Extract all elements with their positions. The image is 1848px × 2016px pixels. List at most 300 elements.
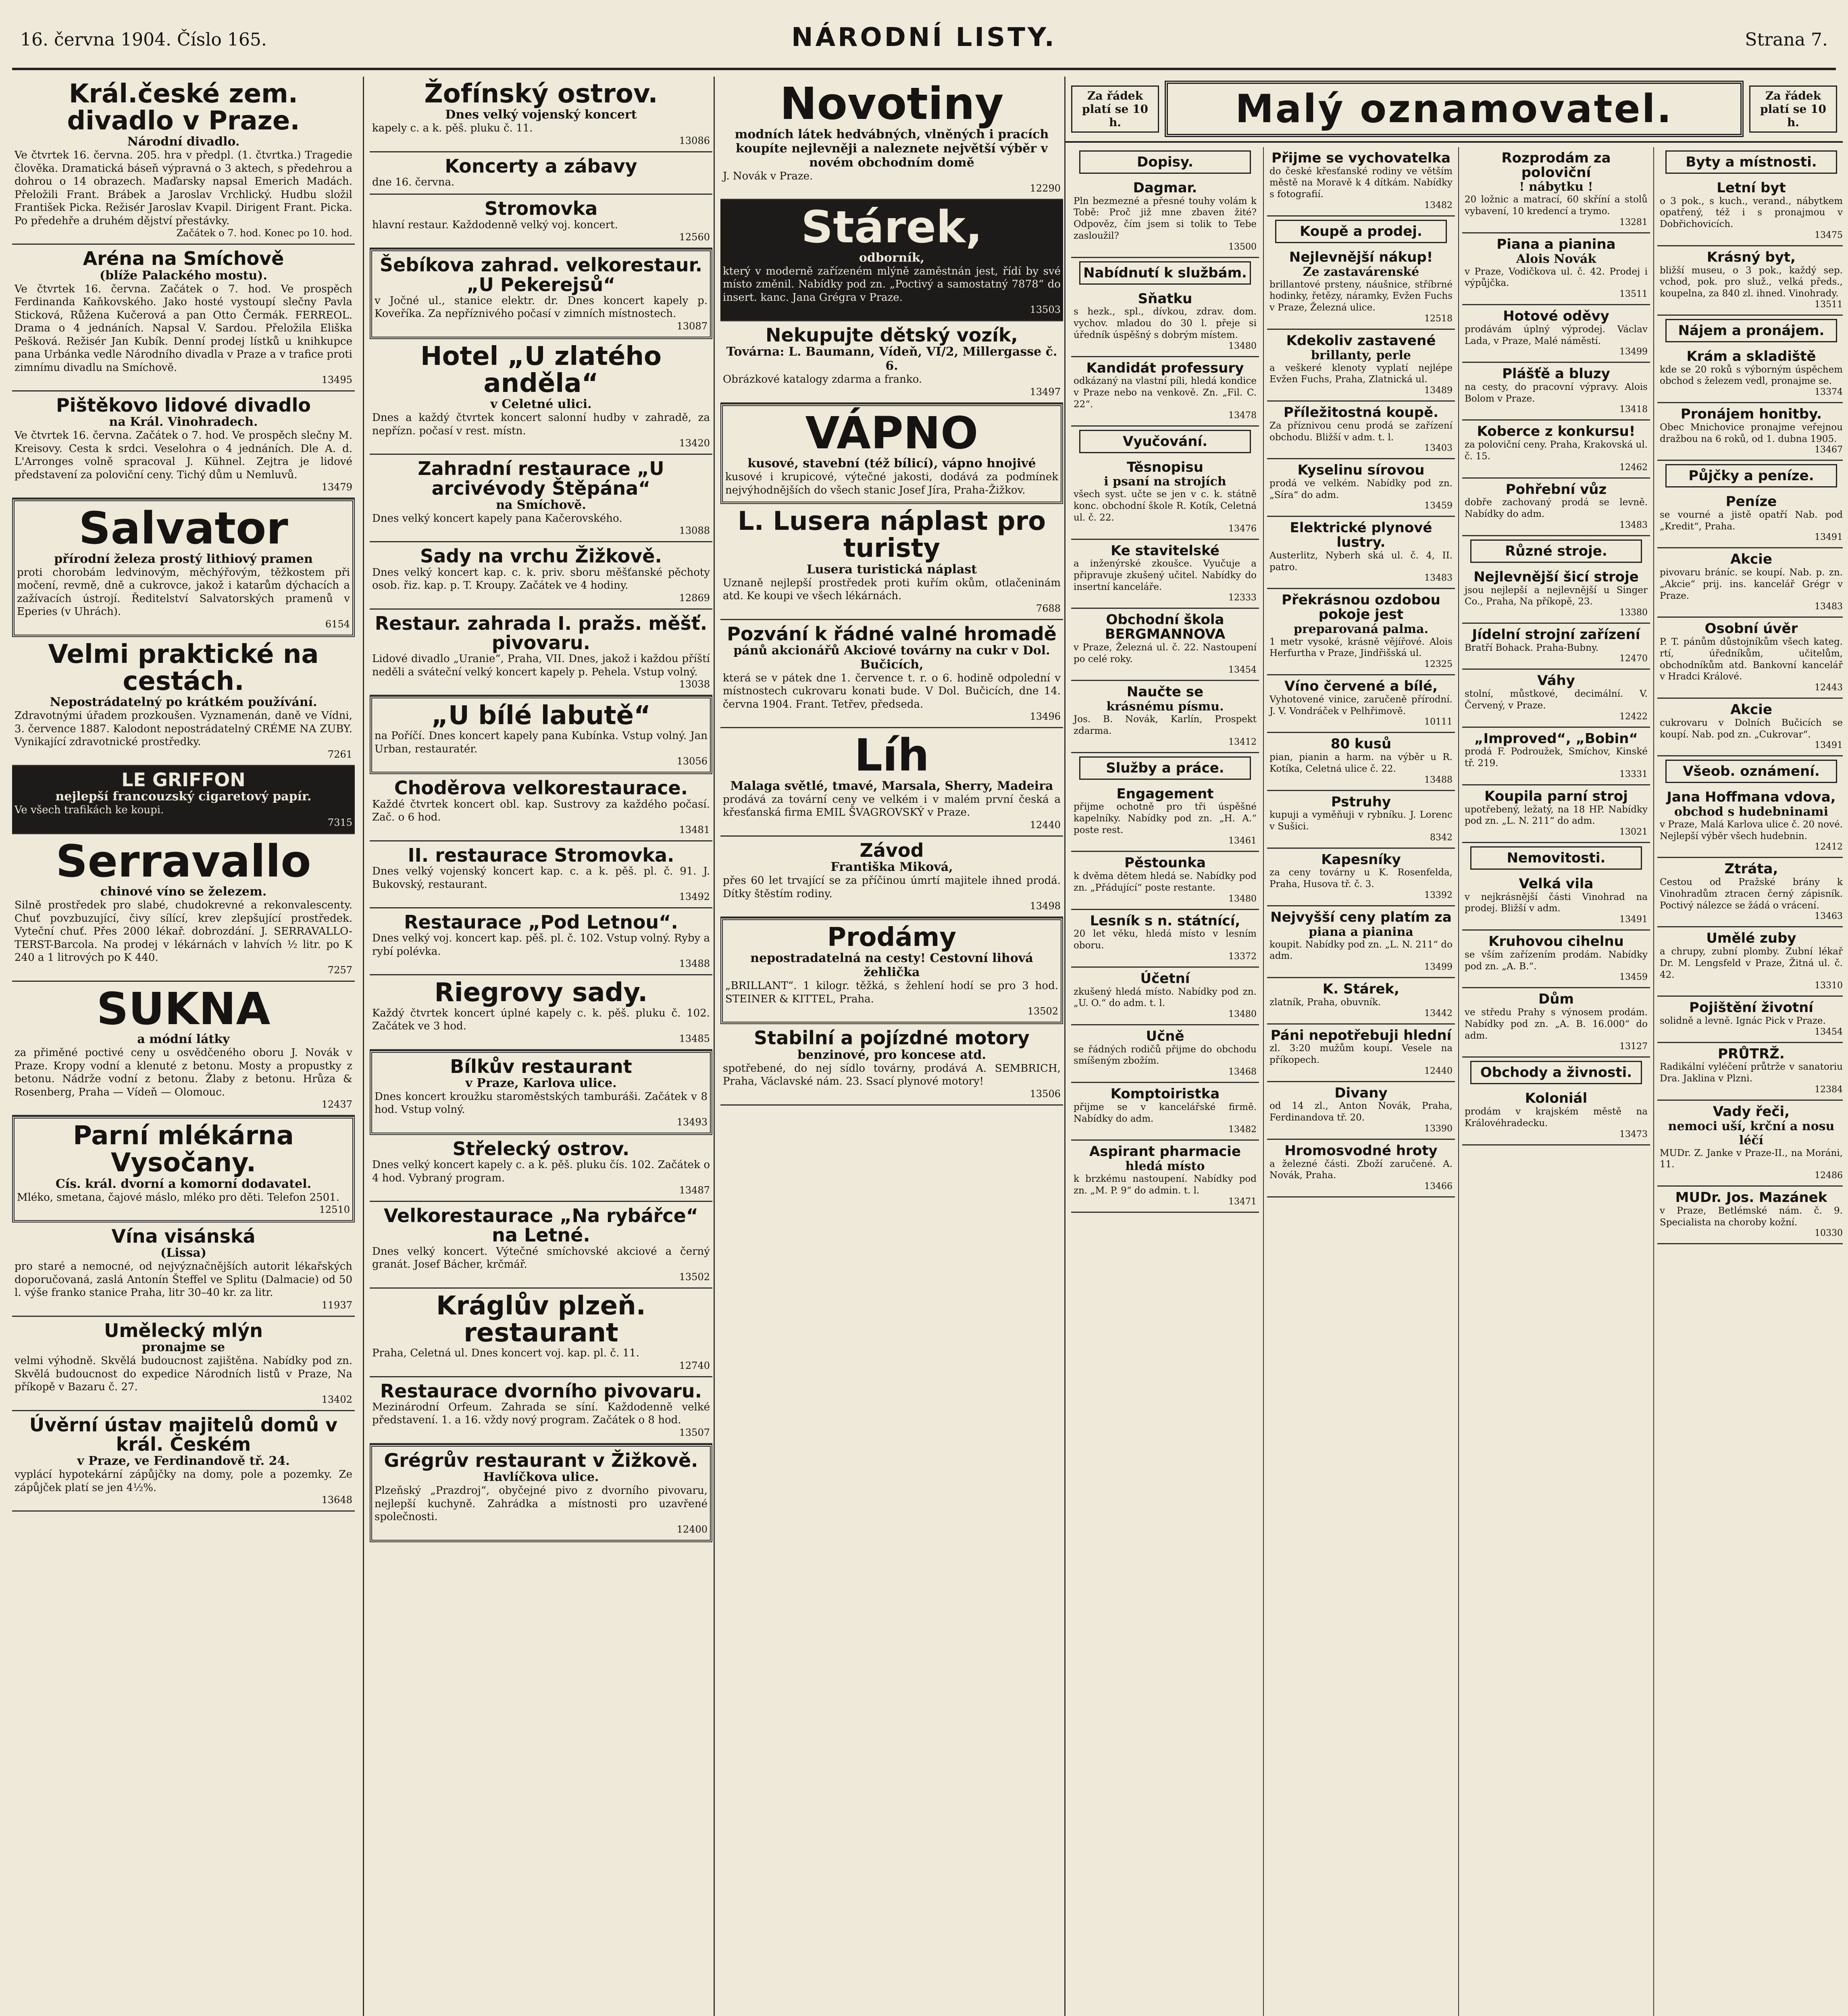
ad-title: Naučte se xyxy=(1126,684,1204,700)
advertisement xyxy=(12,834,355,982)
ad-number: 13496 xyxy=(1030,711,1061,723)
ad-title: Velkorestaurace „Na rybářce“ na Letné. xyxy=(383,1205,699,1246)
ad-title: Nejlevnější nákup! xyxy=(1289,249,1433,265)
ad-body: Dnes velký voj. koncert kap. pěš. pl. č. 102. Vstup volný. Ryby a rybí polévka. xyxy=(372,932,710,958)
ad-body: Jos. B. Novák, Karlín, Prospekt zdarma. xyxy=(1074,714,1257,736)
ad-body: Dnes velký koncert. Výtečné smíchovské akciové a černý granát. Josef Bácher, krčmář. xyxy=(372,1245,710,1271)
ad-number: 12412 xyxy=(1815,842,1843,852)
ad-subtitle: i psaní na strojích xyxy=(1104,475,1226,489)
ad-body: odkázaný na vlastní píli, hledá kondice v Praze nebo na venkově. Zn. „Fil. C. 22“. xyxy=(1074,376,1257,410)
advertisement xyxy=(370,1050,712,1135)
ad-body: který v moderně zařízeném mlýně zaměstnán jest, řídí by své místo změnil. Nabídky pod zn. „Poctivý a samostatný 7878“ do insert. kanc. Jana Grégra v Praze. xyxy=(723,265,1061,304)
ad-number: 13056 xyxy=(676,756,708,767)
ad-number: 12462 xyxy=(1619,462,1648,473)
advertisement xyxy=(1267,459,1455,517)
advertisement xyxy=(1267,791,1455,849)
ad-number: 13480 xyxy=(1228,1009,1257,1019)
ad-title: Aréna na Smíchově xyxy=(83,248,284,270)
ad-number: 13479 xyxy=(321,481,352,493)
ad-number: 13021 xyxy=(1619,827,1648,837)
ad-subtitle: Malaga světlé, tmavé, Marsala, Sherry, Madeira xyxy=(730,779,1053,793)
advertisement xyxy=(1657,618,1843,699)
ad-body: hlavní restaur. Každodenně velký voj. koncert. xyxy=(372,219,618,231)
small-ads-banner xyxy=(1066,77,1843,143)
advertisement xyxy=(12,982,355,1116)
ad-body: a železné části. Zboží zaručené. A. Novák, Praha. xyxy=(1269,1158,1453,1181)
ad-title: Koberce z konkursu! xyxy=(1477,423,1636,440)
ad-number: 7257 xyxy=(327,964,352,976)
ad-subtitle: Nepostrádatelný po krátkém používání. xyxy=(50,695,317,710)
advertisement xyxy=(370,339,712,455)
ad-number: 13511 xyxy=(1815,299,1843,310)
ad-number: 12510 xyxy=(319,1204,350,1216)
ad-body: Dnes velký koncert kapely c. a k. pěš. pluku čís. 102. Začátek o 4 hod. Vybraný program. xyxy=(372,1159,710,1184)
ad-body: jsou nejlepší a nejlevnější u Singer Co., Praha, Na příkopě, 23. xyxy=(1465,585,1648,607)
advertisement xyxy=(1462,785,1650,843)
ad-body: Praha, Celetná ul. Dnes koncert voj. kap. pl. č. 11. xyxy=(372,1347,639,1360)
ad-number: 12333 xyxy=(1228,593,1257,603)
column-4 xyxy=(1064,77,1843,2016)
advertisement xyxy=(1462,624,1650,670)
ad-subtitle: modních látek hedvábných, vlněných i pracích koupíte nejlevněji a naleznete největší výběr v novém obchodním domě xyxy=(735,127,1049,170)
ad-number: 13487 xyxy=(679,1185,710,1196)
ad-subtitle: Havlíčkova ulice. xyxy=(483,1470,599,1485)
ad-body: která se v pátek dne 1. července t. r. o 6. hodině odpolední v místnostech cukrovaru konati bude. V Dol. Bučicích, dne 14. června 1904. Frant. Tetřev, předseda. xyxy=(723,672,1061,710)
ad-body: prodá F. Podroužek, Smíchov, Kinské tř. 219. xyxy=(1465,746,1648,769)
ad-body: J. Novák v Praze. xyxy=(723,170,813,182)
ad-number: 12518 xyxy=(1424,313,1453,324)
issue-date: 16. června 1904. Číslo 165. xyxy=(20,29,267,50)
advertisement xyxy=(1071,910,1259,968)
ad-title: Hromosvodné hroty xyxy=(1284,1142,1438,1159)
advertisement xyxy=(1267,849,1455,906)
advertisement xyxy=(370,152,712,195)
ad-body: cukrovaru v Dolních Bučicích se koupí. Nab. pod zn. „Cukrovar“. xyxy=(1660,717,1843,740)
ad-number: 13492 xyxy=(679,891,710,903)
ad-title: Stromovka xyxy=(484,198,598,220)
ad-number: 13491 xyxy=(1815,740,1843,751)
advertisement xyxy=(12,766,355,834)
advertisement xyxy=(1462,147,1650,233)
ad-body: vyplácí hypotekární zápůjčky na domy, pole a pozemky. Ze zápůjček platí se jen 4½%. xyxy=(15,1468,352,1494)
advertisement xyxy=(1267,330,1455,402)
ad-subtitle: nemoci uší, krční a nosu léčí xyxy=(1668,1119,1835,1148)
ad-title: Bílkův restaurant xyxy=(450,1055,632,1077)
ad-title: Peníze xyxy=(1725,494,1777,510)
ad-number: 13491 xyxy=(1815,532,1843,543)
ad-body: Silně prostředek pro slabé, chudokrevné a rekonvalescenty. Chuť povzbuzující, čivy sílící, krev zlepšující prostředek. Vyteční chuť. Přes 2000 lékař. dobrozdání. J. SERRAVALLO-TERST-Barcola. Na prodej v lékárnách v lahvích ½ litr. po K 240 a 1 litrových po K 440. xyxy=(15,899,352,964)
ad-title: Ztráta, xyxy=(1724,861,1778,877)
ad-body: Za příznivou cenu prodá se zařízení obchodu. Bližší v adm. t. l. xyxy=(1269,420,1453,443)
advertisement xyxy=(1657,403,1843,461)
ad-number: 12486 xyxy=(1815,1170,1843,1181)
ad-body: přijme se v kancelářské firmě. Nabídky do adm. xyxy=(1074,1102,1257,1124)
ad-number: 13402 xyxy=(321,1393,352,1405)
ad-body: ve středu Prahy s výnosem prodám. Nabídky pod zn. „A. B. 16.000“ do adm. xyxy=(1465,1007,1648,1041)
ad-number: 7261 xyxy=(327,748,352,760)
ad-number: 13511 xyxy=(1619,289,1648,300)
small-ads-subcol-2 xyxy=(1263,147,1455,2016)
ad-title: Piana a pianina xyxy=(1496,236,1616,252)
ad-body: zkušený hledá místo. Nabídky pod zn. „U. O.“ do adm. t. l. xyxy=(1074,986,1257,1009)
ad-title: L. Lusera náplast pro turisty xyxy=(737,506,1046,564)
ad-subtitle: na Král. Vinohradech. xyxy=(109,415,258,429)
ad-subtitle: v Celetné ulici. xyxy=(490,397,592,412)
ad-body: s hezk., spl., dívkou, zdrav. dom. vychov. mladou do 30 l. přeje si úředník úspěšný s dobrým místem. xyxy=(1074,306,1257,340)
advertisement xyxy=(1657,491,1843,548)
advertisement xyxy=(1657,858,1843,927)
ad-title: Váhy xyxy=(1537,673,1575,689)
ad-title: Dům xyxy=(1538,991,1574,1008)
ad-body: Dnes velký koncert kap. c. k. priv. sboru měšťanské pěchoty osob. řiz. kap. p. T. Kroupy. Začátek ve 4 hodiny. xyxy=(372,566,710,592)
ad-number: 13086 xyxy=(679,135,710,146)
ad-number: 13466 xyxy=(1424,1181,1453,1192)
ad-title: Kyselinu sírovou xyxy=(1297,462,1425,479)
advertisement xyxy=(1462,479,1650,536)
advertisement xyxy=(1462,1087,1650,1145)
advertisement xyxy=(1462,233,1650,305)
ad-subtitle: Národní divadlo. xyxy=(127,135,240,149)
advertisement xyxy=(1462,566,1650,624)
ad-title: Učně xyxy=(1146,1028,1184,1044)
ad-title: Letní byt xyxy=(1717,180,1786,196)
advertisement xyxy=(370,249,712,339)
advertisement xyxy=(370,1444,712,1542)
ad-body: Cestou od Pražské brány k Vinohradům ztracen černý zápisník. Poctivý nálezce se žádá o vrácení. xyxy=(1660,877,1843,911)
ad-subtitle: Továrna: L. Baumann, Vídeň, VI/2, Millergasse č. 6. xyxy=(726,345,1057,373)
ad-number: 12422 xyxy=(1619,711,1648,722)
advertisement xyxy=(720,321,1063,404)
ad-body: Dnes velký vojenský koncert kap. c. a k. pěš. pl. č. 91. J. Bukovský, restaurant. xyxy=(372,865,710,891)
advertisement xyxy=(1657,1101,1843,1187)
ad-body: prodávám úplný výprodej. Václav Lada, v Praze, Malé náměstí. xyxy=(1465,324,1648,346)
ad-number: 12740 xyxy=(679,1360,710,1371)
ad-number: 13499 xyxy=(1619,347,1648,357)
ad-body: Ve všech trafikách ke koupi. xyxy=(15,804,164,816)
ad-number: 12400 xyxy=(676,1523,708,1535)
ad-title: Restaurace dvorního pivovaru. xyxy=(380,1380,702,1402)
advertisement xyxy=(1267,1140,1455,1198)
column-1 xyxy=(12,77,355,2016)
small-ads-section xyxy=(1066,77,1843,143)
advertisement xyxy=(720,918,1063,1024)
ad-number: 13418 xyxy=(1619,404,1648,415)
ad-title: Nejvyšší ceny platím za xyxy=(1270,909,1452,925)
advertisement xyxy=(370,195,712,249)
advertisement xyxy=(1462,931,1650,988)
ad-title: Obchodní škola BERGMANNOVA xyxy=(1105,612,1226,643)
ad-number: 13648 xyxy=(321,1494,352,1506)
advertisement xyxy=(1657,1043,1843,1101)
ad-number: 13491 xyxy=(1619,914,1648,925)
ad-number: 13461 xyxy=(1228,836,1257,846)
ad-number: 12443 xyxy=(1815,683,1843,693)
ad-body: stolní, můstkové, decimální. V. Červený, v Praze. xyxy=(1465,689,1648,711)
ad-title: Krám a skladiště xyxy=(1686,348,1816,364)
ad-number: 13372 xyxy=(1228,951,1257,962)
advertisement xyxy=(370,696,712,774)
ad-body: proti chorobám ledvinovým, měchýřovým, těžkostem při močení, revmě, dně a cukrovce, jakož i katarům dýchacích a zažívacích ústrojí. Ředitelství Salvatorských pramenů v Eperies (v Uhrách). xyxy=(17,566,350,618)
ad-number: 13483 xyxy=(1815,602,1843,612)
advertisement xyxy=(1071,177,1259,258)
small-ads-subcol-4 xyxy=(1653,147,1843,2016)
ad-subtitle: odborník, xyxy=(859,250,925,265)
section-heading: Všeob. oznámení. xyxy=(1665,760,1837,783)
ad-number: 13087 xyxy=(676,320,708,332)
ad-body: Plzeňský „Prazdroj“, obyčejné pivo z dvorního pivovaru, nejlepší kuchyně. Zahrádka a místnosti pro uzavřené společnosti. xyxy=(375,1485,708,1523)
ad-number: 12440 xyxy=(1030,819,1061,831)
ad-body: Každý čtvrtek koncert úplné kapely c. k. pěš. pluku č. 102. Začátek ve 3 hod. xyxy=(372,1007,710,1032)
advertisement xyxy=(1657,548,1843,618)
ad-number: 13403 xyxy=(1424,443,1453,454)
ad-subtitle: Lusera turistická náplast xyxy=(806,562,977,577)
section-heading: Byty a místnosti. xyxy=(1665,150,1837,174)
ad-number: 13331 xyxy=(1619,769,1648,779)
ad-number: 13482 xyxy=(1424,200,1453,210)
advertisement xyxy=(720,404,1063,504)
ad-body: kapely c. a k. pěš. pluku č. 11. xyxy=(372,122,533,135)
ad-body: do české křesťanské rodiny ve větším městě na Moravě k 4 dítkám. Nabídky s fotografií. xyxy=(1269,166,1453,200)
ad-number: 13467 xyxy=(1815,445,1843,455)
ad-title: Sňatku xyxy=(1138,290,1192,307)
section-heading: Služby a práce. xyxy=(1079,756,1251,780)
advertisement xyxy=(1267,906,1455,978)
ad-body: se řádných rodičů přijme do obchodu smíšeným zbožím. xyxy=(1074,1044,1257,1066)
advertisement xyxy=(1267,517,1455,589)
ad-body: Každé čtvrtek koncert obl. kap. Sustrovy za každého počasí. Zač. o 6 hod. xyxy=(372,798,710,824)
ad-body: Lidové divadlo „Uranie“, Praha, VII. Dnes, jakož i každou příští neděli a sváteční velký koncert kapely p. Pehela. Vstup volný. xyxy=(372,653,710,678)
ad-number: 13412 xyxy=(1228,737,1257,747)
ad-title: Restaur. zahrada I. pražs. měšť. pivovaru. xyxy=(375,612,708,654)
advertisement xyxy=(1462,670,1650,727)
ad-title: Salvator xyxy=(79,502,288,554)
ad-title: Riegrovy sady. xyxy=(434,978,648,1008)
ad-number: 11937 xyxy=(321,1299,352,1311)
ad-body: v Praze, Vodičkova ul. č. 42. Prodej i výpůjčka. xyxy=(1465,266,1648,289)
ad-number: 13392 xyxy=(1424,890,1453,900)
ad-title: Pronájem honitby. xyxy=(1680,406,1822,423)
section-heading: Nájem a pronájem. xyxy=(1665,319,1837,342)
ad-title: Serravallo xyxy=(56,835,311,887)
ad-number: 13374 xyxy=(1815,387,1843,398)
ad-number: 13478 xyxy=(1228,410,1257,421)
advertisement xyxy=(12,77,355,245)
ad-number: 13507 xyxy=(679,1427,710,1438)
ad-title: K. Stárek, xyxy=(1322,981,1400,998)
advertisement xyxy=(1267,1025,1455,1082)
ad-body: Ve čtvrtek 16. června. Začátek o 7. hod. Ve prospěch Ferdinanda Kaňkovského. Jako hosté vystoupí slečny Pavla Sticková, Růžena Kučerová a pan Otto Čermák. FERREOL. Drama o 4 jednáních. Napsal V. Sardou. Přeložila Eliška Pešková. Režisér Jan Kubík. Denní prodej lístků u knihkupce pana Urbánka vedle Národního divadla v Praze a v trafice proti zimnímu divadlu na Smíchově. xyxy=(15,283,352,374)
advertisement xyxy=(370,1202,712,1289)
advertisement xyxy=(12,1223,355,1317)
ad-title: Kdekoliv zastavené xyxy=(1286,332,1436,349)
ad-title: Pištěkovo lidové divadlo xyxy=(56,394,311,417)
ad-body: Pln bezmezné a přesné touhy volám k Tobě: Proč již mne zbaven žité? Odpověz, čím jsem si tolik to Tebe zasloužil? xyxy=(1074,196,1257,241)
price-note-right: Za řádek platí se 10 h. xyxy=(1749,85,1837,133)
ad-body: Uznaně nejlepší prostředek proti kuřím okům, otlačeninám atd. Ke koupi ve všech lékárnách. xyxy=(723,577,1061,602)
advertisement xyxy=(12,1411,355,1512)
ad-title: Hotové oděvy xyxy=(1503,308,1609,325)
ad-title: Osobní úvěr xyxy=(1704,621,1798,637)
ad-number: 13442 xyxy=(1424,1008,1453,1018)
ad-body: se vourné a jistě opatří Nab. pod „Kredit“, Praha. xyxy=(1660,509,1843,532)
ad-body: prodává za tovární ceny ve velkém i v malém první česká a křesťanská firma EMIL ŠVAGROVSKÝ v Praze. xyxy=(723,793,1061,819)
ad-subtitle: krásnému písmu. xyxy=(1106,700,1224,714)
ad-number: 12325 xyxy=(1424,659,1453,670)
ad-title: Nejlevnější šicí stroje xyxy=(1473,569,1639,585)
ad-body: v Praze, Betlémské nám. č. 9. Specialista na choroby kožní. xyxy=(1660,1205,1843,1228)
page-header xyxy=(12,7,1836,70)
advertisement xyxy=(1267,1082,1455,1140)
ad-body: Dnes koncert kroužku staroměstských tamburáši. Začátek v 8 hod. Vstup volný. xyxy=(375,1090,708,1116)
ad-number: 10111 xyxy=(1424,717,1453,727)
ad-body: Obec Mnichovice pronajme veřejnou dražbou na 6 roků, od 1. dubna 1905. xyxy=(1660,422,1843,444)
advertisement xyxy=(1657,927,1843,997)
ad-title: Pstruhy xyxy=(1331,793,1391,810)
ad-title: Ke stavitelské xyxy=(1111,542,1220,559)
ad-title: Střelecký ostrov. xyxy=(452,1137,630,1160)
ad-number: 13459 xyxy=(1619,972,1648,983)
ad-subtitle: pronajme se xyxy=(142,1340,225,1355)
ad-title: Jana Hoffmana vdova, xyxy=(1667,789,1836,806)
ad-number: 13502 xyxy=(679,1271,710,1283)
ad-title: Rozprodám za poloviční xyxy=(1501,150,1611,181)
ad-number: 12440 xyxy=(1424,1066,1453,1076)
advertisement xyxy=(720,504,1063,620)
ad-title: Kráglův plzeň. restaurant xyxy=(436,1291,646,1348)
advertisement xyxy=(720,620,1063,729)
ad-body: v Praze, Malá Karlova ulice č. 20 nové. Nejlepší výběr všech hudebnin. xyxy=(1660,819,1843,841)
advertisement xyxy=(370,908,712,975)
advertisement xyxy=(370,774,712,841)
ad-title: Elektrické plynové lustry. xyxy=(1290,520,1432,551)
ad-body: prodám v krajském městě na Královéhradecku. xyxy=(1465,1106,1648,1129)
ad-subtitle: brillanty, perle xyxy=(1311,348,1411,362)
ad-number: 13493 xyxy=(676,1116,708,1128)
advertisement xyxy=(1462,363,1650,421)
ad-title: Parní mlékárna Vysočany. xyxy=(73,1121,294,1178)
section-heading: Vyučování. xyxy=(1079,430,1251,453)
ad-number: 13495 xyxy=(321,374,352,386)
ad-body: P. T. pánům důstojníkům všech kateg. rtí, úředníkům, učitelům, obchodníkům atd. Bankovní kancelář v Hradci Králové. xyxy=(1660,637,1843,682)
advertisement xyxy=(370,1377,712,1444)
ad-number: 13480 xyxy=(1228,341,1257,351)
ad-number: 13488 xyxy=(1424,775,1453,785)
ad-number: 13506 xyxy=(1030,1088,1061,1100)
ad-subtitle: v Praze, Karlova ulice. xyxy=(465,1076,617,1090)
ad-title: Koupila parní stroj xyxy=(1484,788,1628,804)
ad-title: Účetní xyxy=(1140,970,1190,987)
ad-title: Jídelní strojní zařízení xyxy=(1472,627,1640,643)
ad-body: od 14 zl., Anton Novák, Praha, Ferdinandova tř. 20. xyxy=(1269,1101,1453,1123)
ad-number: 13485 xyxy=(679,1033,710,1044)
advertisement xyxy=(12,1317,355,1411)
ad-number: 13481 xyxy=(679,824,710,835)
ad-body: v Praze, Železná ul. č. 22. Nastoupení po celé roky. xyxy=(1074,642,1257,664)
advertisement xyxy=(1462,873,1650,931)
ad-body: zl. 3:20 mužům koupí. Vesele na příkopech. xyxy=(1269,1043,1453,1065)
ad-number: 13488 xyxy=(679,958,710,970)
ad-number: 13499 xyxy=(1424,962,1453,973)
ad-title: Koncerty a zábavy xyxy=(445,155,637,177)
ad-body: za přiměné poctivé ceny u osvědčeného oboru J. Novák v Praze. Kropy vodní a klenuté z betonu. Mosty a propustky z betonu. Nádrže vodní z betonu. Žlaby z betonu. Hrůza & Rosenberg, Praha — Vídeň — Olomouc. xyxy=(15,1047,352,1098)
ad-title: Překrásnou ozdobou pokoje jest xyxy=(1282,592,1440,623)
column-2 xyxy=(363,77,712,2016)
ad-subtitle: kusové, stavební (též bílicí), vápno hnojivé xyxy=(747,456,1036,471)
ad-body: „BRILLANT“. 1 kilogr. těžká, s žehlení hodí se pro 3 hod. STEINER & KITTEL, Praha. xyxy=(725,980,1058,1005)
ad-title: Nekupujte dětský vozík, xyxy=(766,324,1018,346)
ad-number: 13475 xyxy=(1815,230,1843,240)
ad-subtitle: (Lissa) xyxy=(160,1246,207,1260)
page-number: Strana 7. xyxy=(1745,29,1828,50)
ad-number: Začátek o 7. hod. Konec po 10. hod. xyxy=(176,227,352,239)
ad-number: 13473 xyxy=(1619,1129,1648,1139)
ad-number: 12290 xyxy=(1030,183,1061,194)
advertisement xyxy=(1657,997,1843,1043)
advertisement xyxy=(1657,699,1843,756)
advertisement xyxy=(12,392,355,499)
advertisement xyxy=(1462,728,1650,785)
advertisement xyxy=(1071,1141,1259,1212)
ad-body: a chrupy, zubní plomby. Zubní lékař Dr. M. Lengsfeld v Praze, Žitná ul. č. 42. xyxy=(1660,946,1843,980)
ad-title: Stárek, xyxy=(801,201,982,253)
ad-body: Ve čtvrtek 16. června. Začátek o 7. hod. Ve prospěch slečny M. Kreisovy. Cesta k srdci. Veselohra o 4 jednáních. Dle A. d. L'Arronges volně spracoval J. Kühnel. Zejtra je lidové představení za poloviční ceny. Tichý dům u Nemluvů. xyxy=(15,429,352,481)
ad-title: „U bílé labutě“ xyxy=(431,701,651,731)
ad-title: Plášťě a bluzy xyxy=(1502,366,1610,382)
ad-body: Ve čtvrtek 16. června. 205. hra v předpl. (1. čtvrtka.) Tragedie člověka. Dramatická báseň výpravná o 3 aktech, s předehrou a dohrou o 14 obrazech. Maďarsky napsal Emerich Madách. Přeložili Frant. Brábek a Jaroslav Vrchlický. Hudbu složil František Picka. Režisér Jaroslav Kvapil. Dirigent Frant. Picka. Po předehře a druhém dějství přestávky. xyxy=(15,149,352,227)
ad-title: Těsnopisu xyxy=(1127,459,1203,475)
ad-title: Sady na vrchu Žižkově. xyxy=(420,545,662,567)
ad-number: 13310 xyxy=(1815,981,1843,991)
section-heading: Koupě a prodej. xyxy=(1275,220,1447,243)
ad-body: za poloviční ceny. Praha, Krakovská ul. č. 15. xyxy=(1465,439,1648,462)
ad-title: VÁPNO xyxy=(805,407,978,459)
ad-title: Divany xyxy=(1334,1085,1388,1101)
ad-body: v nejkrásnější části Vinohrad na prodej. Bližší v adm. xyxy=(1465,891,1648,914)
advertisement xyxy=(1462,305,1650,363)
ad-body: přijme ochotně pro tři úspěšné kapelníky. Nabídky pod zn. „H. A.“ poste rest. xyxy=(1074,802,1257,835)
small-ads-title: Malý oznamovatel. xyxy=(1165,81,1744,137)
ad-subtitle: ! nábytku ! xyxy=(1519,180,1593,194)
ad-body: pivovaru bráníc. se koupí. Nab. p. zn. „Akcie“ prij. ins. kancelář Grégr v Praze. xyxy=(1660,567,1843,601)
ad-body: za ceny továrny u K. Rosenfelda, Praha, Husova tř. č. 3. xyxy=(1269,867,1453,890)
ad-subtitle: Františka Miková, xyxy=(830,860,953,875)
ad-body: MUDr. Z. Janke v Praze-II., na Moráni, 11. xyxy=(1660,1148,1843,1170)
ad-number: 7688 xyxy=(1036,602,1061,614)
ad-body: Mléko, smetana, čajové máslo, mléko pro děti. Telefon 2501. xyxy=(17,1191,339,1204)
ad-body: Vyhotovené vinice, zaručeně přírodní. J. V. Vondráček v Pelhřimově. xyxy=(1269,694,1453,716)
ad-title: Vína visánská xyxy=(111,1225,256,1248)
advertisement xyxy=(12,1116,355,1223)
ad-title: Pozvání k řádné valné hromadě xyxy=(727,623,1057,645)
ad-title: Páni nepotřebuji hlední xyxy=(1270,1027,1452,1043)
ad-subtitle: Cís. král. dvorní a komorní dodavatel. xyxy=(55,1177,312,1191)
ad-title: Přijme se vychovatelka xyxy=(1271,150,1451,166)
section-heading: Různé stroje. xyxy=(1470,539,1642,563)
ad-title: Komptoiristka xyxy=(1110,1086,1220,1102)
section-heading: Nabídnutí k službám. xyxy=(1079,261,1251,285)
ad-title: Koloniál xyxy=(1525,1090,1588,1107)
ad-body: prodá ve velkém. Nabídky pod zn. „Síra“ do adm. xyxy=(1269,478,1453,500)
ad-body: upotřebený, ležatý, na 18 HP. Nabídky pod zn. „L. N. 211“ do adm. xyxy=(1465,804,1648,827)
ad-body: 20 ložnic a matrací, 60 skříní a stolů vybavení, 10 kredencí a trymo. xyxy=(1465,194,1648,217)
advertisement xyxy=(12,245,355,392)
ad-title: Umělé zuby xyxy=(1706,930,1796,947)
ad-title: Choděrova velkorestaurace. xyxy=(394,777,688,799)
ad-body: dne 16. června. xyxy=(372,176,455,188)
ad-subtitle: Ze zastavárenské xyxy=(1303,264,1419,279)
advertisement xyxy=(1071,1025,1259,1083)
ad-title: Žofínský ostrov. xyxy=(424,79,658,109)
